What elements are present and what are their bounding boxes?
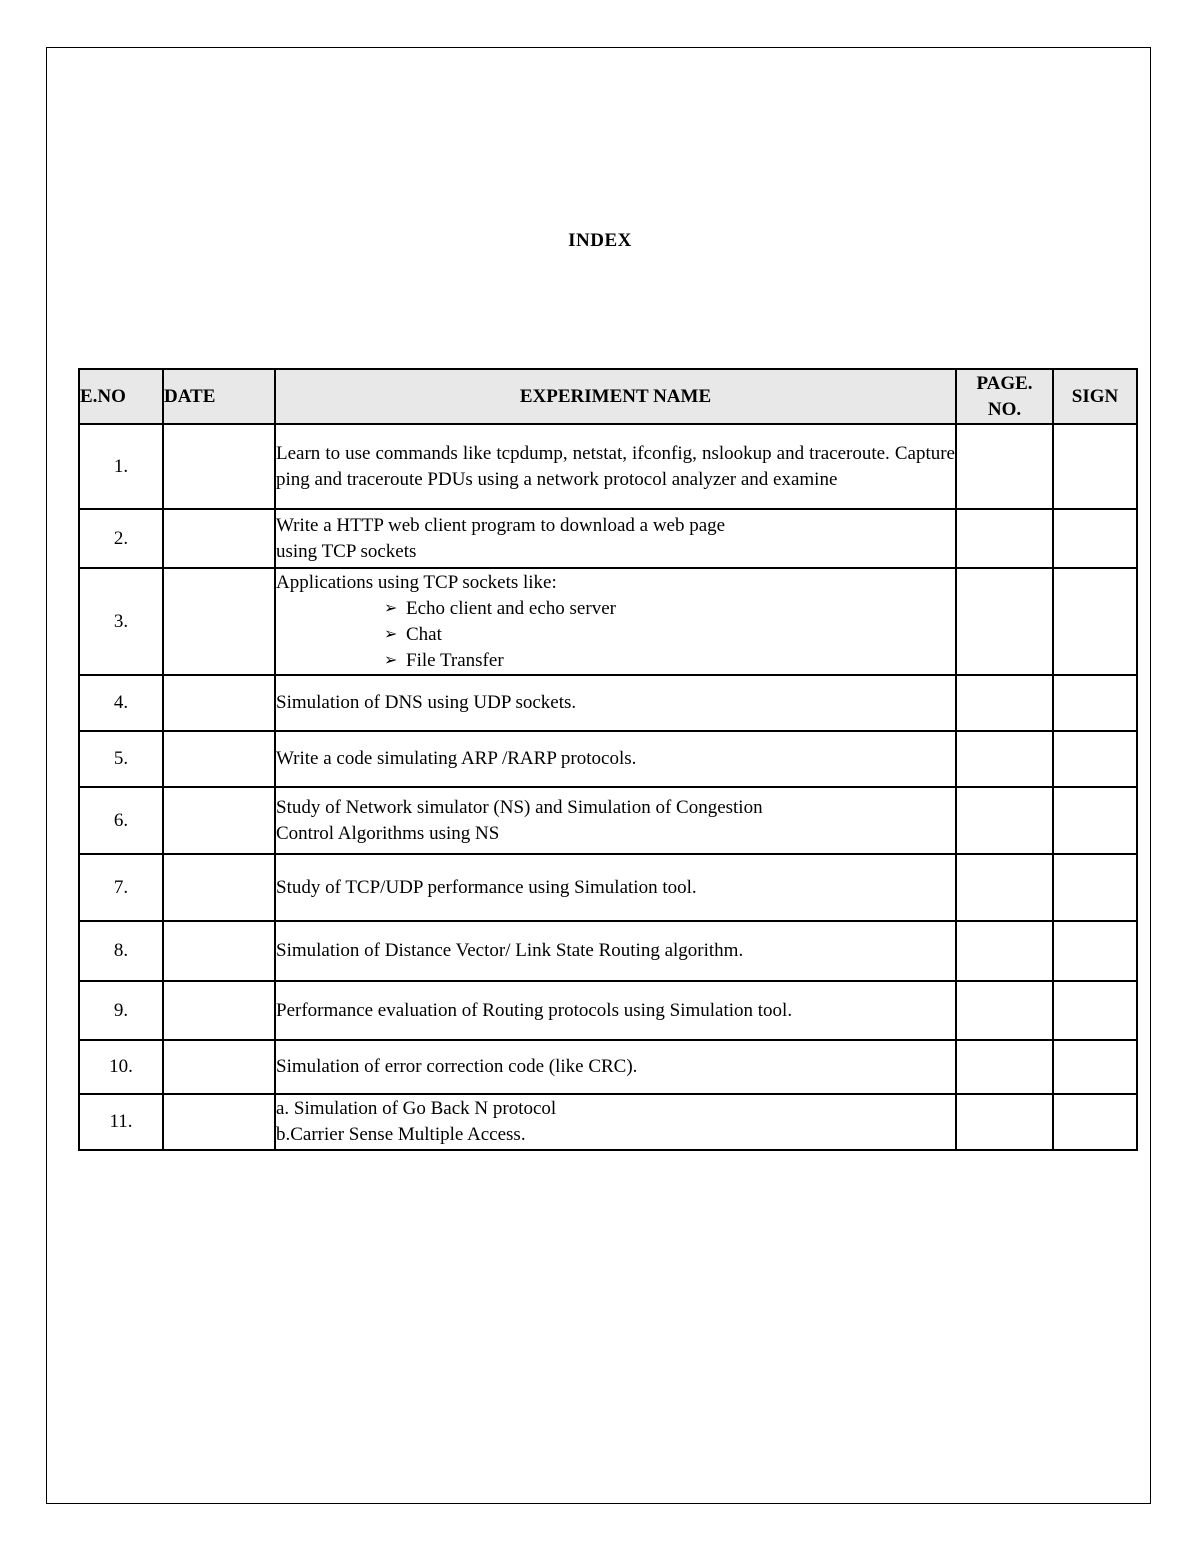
row-page-cell <box>956 1094 1053 1150</box>
row-experiment-name-line1: Write a HTTP web client program to download a web page <box>276 514 726 536</box>
header-sign: SIGN <box>1053 369 1137 424</box>
row-experiment-name: Simulation of error correction code (like CRC). <box>275 1040 956 1094</box>
row-experiment-name-line2: Control Algorithms using NS <box>276 822 500 844</box>
row-date-cell <box>163 921 275 981</box>
row-page-cell <box>956 675 1053 731</box>
row-experiment-name: Write a code simulating ARP /RARP protocols. <box>275 731 956 787</box>
row-date-cell <box>163 568 275 675</box>
row-experiment-name: Simulation of Distance Vector/ Link State Routing algorithm. <box>275 921 956 981</box>
row-date-cell <box>163 787 275 854</box>
arrow-bullet-icon: ➢ <box>384 599 398 617</box>
table-row <box>79 1040 1137 1094</box>
row-sign-cell <box>1053 1040 1137 1094</box>
table-row <box>79 568 1137 675</box>
row-sign-cell <box>1053 981 1137 1040</box>
row-eno: 10. <box>79 1040 163 1094</box>
row-sign-cell <box>1053 568 1137 675</box>
page-title: INDEX <box>568 230 632 251</box>
list-item <box>384 648 955 674</box>
row-eno: 1. <box>79 424 163 509</box>
row-experiment-name-line2: using TCP sockets <box>276 540 417 562</box>
row-date-cell <box>163 981 275 1040</box>
row-experiment-name: Learn to use commands like tcpdump, netstat, ifconfig, nslookup and traceroute. Capture ping and traceroute PDUs using a network protocol analyzer and examine <box>275 424 956 509</box>
row-date-cell <box>163 509 275 568</box>
table-row <box>79 509 1137 568</box>
row-experiment-name <box>275 1094 956 1150</box>
table-row <box>79 981 1137 1040</box>
table-row <box>79 424 1137 509</box>
table-row <box>79 731 1137 787</box>
row-eno: 11. <box>79 1094 163 1150</box>
row-page-cell <box>956 731 1053 787</box>
row-eno: 3. <box>79 568 163 675</box>
row-page-cell <box>956 509 1053 568</box>
row-experiment-name-line2: b.Carrier Sense Multiple Access. <box>276 1124 526 1145</box>
row-page-cell <box>956 981 1053 1040</box>
table-row <box>79 854 1137 921</box>
row-page-cell <box>956 854 1053 921</box>
row-sign-cell <box>1053 509 1137 568</box>
table-header-row <box>79 369 1137 424</box>
row-experiment-name: Simulation of DNS using UDP sockets. <box>275 675 956 731</box>
row-eno: 7. <box>79 854 163 921</box>
row-eno: 6. <box>79 787 163 854</box>
row-experiment-name-line1: Study of Network simulator (NS) and Simulation of Congestion <box>276 796 763 818</box>
row-sign-cell <box>1053 731 1137 787</box>
row-sign-cell <box>1053 854 1137 921</box>
list-item-label: File Transfer <box>406 649 504 671</box>
index-table <box>78 368 1138 1151</box>
row-experiment-name <box>275 509 956 568</box>
row-date-cell <box>163 854 275 921</box>
arrow-bullet-icon: ➢ <box>384 625 398 643</box>
row-page-cell <box>956 787 1053 854</box>
list-item <box>384 622 955 648</box>
row-experiment-name <box>275 787 956 854</box>
row-eno: 8. <box>79 921 163 981</box>
row-sign-cell <box>1053 424 1137 509</box>
row-experiment-name-line1: a. Simulation of Go Back N protocol <box>276 1098 557 1119</box>
header-page-no-line1: PAGE. <box>976 372 1033 394</box>
row-page-cell <box>956 921 1053 981</box>
row-eno: 4. <box>79 675 163 731</box>
list-item-label: Echo client and echo server <box>406 597 616 619</box>
row-eno: 5. <box>79 731 163 787</box>
list-item <box>384 596 955 622</box>
row-page-cell <box>956 1040 1053 1094</box>
row-sign-cell <box>1053 675 1137 731</box>
row-date-cell <box>163 1040 275 1094</box>
table-row <box>79 787 1137 854</box>
header-page-no <box>956 369 1053 424</box>
row-sign-cell <box>1053 787 1137 854</box>
table-row <box>79 675 1137 731</box>
row-date-cell <box>163 731 275 787</box>
list-item-label: Chat <box>406 623 442 645</box>
row-date-cell <box>163 424 275 509</box>
row-experiment-name: Study of TCP/UDP performance using Simulation tool. <box>275 854 956 921</box>
row-experiment-name: Performance evaluation of Routing protocols using Simulation tool. <box>275 981 956 1040</box>
row-date-cell <box>163 1094 275 1150</box>
header-date: DATE <box>163 369 275 424</box>
row-sign-cell <box>1053 1094 1137 1150</box>
header-eno: E.NO <box>79 369 163 424</box>
table-row <box>79 921 1137 981</box>
row-page-cell <box>956 568 1053 675</box>
bullet-list <box>276 596 955 674</box>
row-experiment-name-line1: Applications using TCP sockets like: <box>276 571 557 593</box>
table-row <box>79 1094 1137 1150</box>
row-eno: 2. <box>79 509 163 568</box>
header-experiment-name: EXPERIMENT NAME <box>275 369 956 424</box>
row-experiment-name <box>275 568 956 675</box>
row-eno: 9. <box>79 981 163 1040</box>
header-page-no-line2: NO. <box>987 398 1022 420</box>
arrow-bullet-icon: ➢ <box>384 651 398 669</box>
row-sign-cell <box>1053 921 1137 981</box>
row-page-cell <box>956 424 1053 509</box>
row-date-cell <box>163 675 275 731</box>
